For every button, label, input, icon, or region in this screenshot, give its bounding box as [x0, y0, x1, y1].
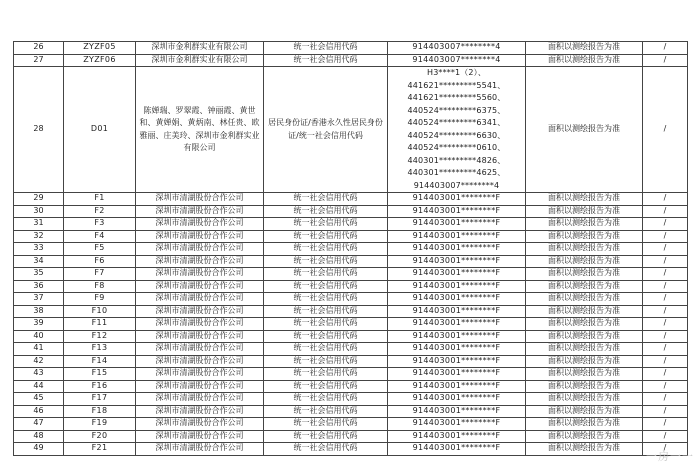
- owner-name-cell: 深圳市清湖股份合作公司: [136, 343, 264, 356]
- parcel-code-cell: F13: [64, 343, 136, 356]
- table-row: [14, 280, 688, 293]
- id-number-cell: 914403001********F: [388, 380, 526, 393]
- remark-cell: /: [643, 405, 688, 418]
- parcel-code-cell: F3: [64, 218, 136, 231]
- table-row: [14, 443, 688, 456]
- remark-cell: /: [643, 330, 688, 343]
- area-note-cell: 面积以测绘报告为准: [526, 54, 643, 67]
- watermark-logo: 一房一一: [646, 450, 694, 463]
- table-row: [14, 405, 688, 418]
- owner-name-cell: 深圳市金利群实业有限公司: [136, 54, 264, 67]
- remark-cell: /: [643, 268, 688, 281]
- parcel-code-cell: F4: [64, 230, 136, 243]
- area-note-cell: 面积以测绘报告为准: [526, 368, 643, 381]
- id-number-line: 440301*********4826、: [407, 155, 506, 165]
- row-number-cell: 34: [14, 255, 64, 268]
- parcel-code-cell: F18: [64, 405, 136, 418]
- row-number-cell: 38: [14, 305, 64, 318]
- area-note-cell: 面积以测绘报告为准: [526, 355, 643, 368]
- id-type-cell: 统一社会信用代码: [264, 368, 388, 381]
- id-number-line: 440524*********6341、: [407, 118, 506, 127]
- remark-cell: /: [643, 230, 688, 243]
- id-type-cell: 统一社会信用代码: [264, 305, 388, 318]
- id-type-cell: 统一社会信用代码: [264, 193, 388, 206]
- area-note-cell: 面积以测绘报告为准: [526, 393, 643, 406]
- parcel-code-cell: F14: [64, 355, 136, 368]
- table-row: [14, 318, 688, 331]
- table-row: [14, 305, 688, 318]
- row-number-cell: 44: [14, 380, 64, 393]
- table-row: [14, 293, 688, 306]
- owner-name-cell: 深圳市清湖股份合作公司: [136, 318, 264, 331]
- parcel-code-cell: ZYZF06: [64, 54, 136, 67]
- owner-name-cell: 深圳市清湖股份合作公司: [136, 255, 264, 268]
- remark-cell: /: [643, 430, 688, 443]
- area-note-cell: 面积以测绘报告为准: [526, 268, 643, 281]
- table-row: [14, 430, 688, 443]
- table-row: [14, 330, 688, 343]
- owner-name-cell: 深圳市清湖股份合作公司: [136, 430, 264, 443]
- owner-name-cell: 深圳市清湖股份合作公司: [136, 443, 264, 456]
- parcel-code-cell: D01: [64, 67, 136, 193]
- remark-cell: /: [643, 243, 688, 256]
- id-number-cell: 914403001********F: [388, 230, 526, 243]
- remark-cell: /: [643, 42, 688, 55]
- remark-cell: /: [643, 368, 688, 381]
- owner-name-cell: 深圳市清湖股份合作公司: [136, 218, 264, 231]
- row-number-cell: 48: [14, 430, 64, 443]
- parcel-code-cell: F8: [64, 280, 136, 293]
- id-number-cell: 914403001********F: [388, 443, 526, 456]
- id-number-cell: 914403001********F: [388, 405, 526, 418]
- row-number-cell: 41: [14, 343, 64, 356]
- table-row: [14, 380, 688, 393]
- remark-cell: /: [643, 280, 688, 293]
- parcel-code-cell: ZYZF05: [64, 42, 136, 55]
- table-row: [14, 255, 688, 268]
- id-number-cell: [388, 67, 526, 193]
- remark-cell: /: [643, 67, 688, 193]
- id-number-cell: 914403001********F: [388, 430, 526, 443]
- area-note-cell: 面积以测绘报告为准: [526, 380, 643, 393]
- parcel-code-cell: F6: [64, 255, 136, 268]
- id-type-cell: 居民身份证/香港永久性居民身份证/统一社会信用代码: [264, 67, 388, 193]
- owner-table: [13, 41, 688, 456]
- area-note-cell: 面积以测绘报告为准: [526, 42, 643, 55]
- row-number-cell: 36: [14, 280, 64, 293]
- id-type-cell: 统一社会信用代码: [264, 230, 388, 243]
- table-row: [14, 193, 688, 206]
- area-note-cell: 面积以测绘报告为准: [526, 218, 643, 231]
- id-type-cell: 统一社会信用代码: [264, 318, 388, 331]
- parcel-code-cell: F9: [64, 293, 136, 306]
- area-note-cell: 面积以测绘报告为准: [526, 293, 643, 306]
- table-row: [14, 42, 688, 55]
- remark-cell: /: [643, 54, 688, 67]
- table-row: [14, 218, 688, 231]
- area-note-cell: 面积以测绘报告为准: [526, 193, 643, 206]
- id-type-cell: 统一社会信用代码: [264, 330, 388, 343]
- id-number-line: 440524*********0610、: [407, 143, 506, 152]
- id-number-cell: 914403001********F: [388, 243, 526, 256]
- id-number-cell: 914403001********F: [388, 205, 526, 218]
- remark-cell: /: [643, 293, 688, 306]
- owner-name-cell: 深圳市清湖股份合作公司: [136, 230, 264, 243]
- table-row: [14, 230, 688, 243]
- row-number-cell: 42: [14, 355, 64, 368]
- id-number-line: 440524*********6630、: [407, 130, 506, 140]
- id-number-line: 440301*********4625、: [407, 168, 506, 177]
- row-number-cell: 27: [14, 54, 64, 67]
- id-number-cell: 914403001********F: [388, 318, 526, 331]
- id-number-cell: 914403001********F: [388, 268, 526, 281]
- remark-cell: /: [643, 393, 688, 406]
- id-number-line: 441621*********5560、: [407, 93, 506, 102]
- row-number-cell: 26: [14, 42, 64, 55]
- parcel-code-cell: F12: [64, 330, 136, 343]
- remark-cell: /: [643, 205, 688, 218]
- parcel-code-cell: F21: [64, 443, 136, 456]
- parcel-code-cell: F16: [64, 380, 136, 393]
- id-number-line: 440524*********6375、: [407, 105, 506, 115]
- id-type-cell: 统一社会信用代码: [264, 343, 388, 356]
- parcel-code-cell: F20: [64, 430, 136, 443]
- table-row: [14, 343, 688, 356]
- id-number-line: 441621*********5541、: [407, 80, 506, 90]
- owner-name-cell: 深圳市清湖股份合作公司: [136, 293, 264, 306]
- id-type-cell: 统一社会信用代码: [264, 443, 388, 456]
- table-row: [14, 268, 688, 281]
- id-type-cell: 统一社会信用代码: [264, 255, 388, 268]
- table-row: [14, 54, 688, 67]
- remark-cell: /: [643, 193, 688, 206]
- owner-name-cell: 深圳市清湖股份合作公司: [136, 268, 264, 281]
- area-note-cell: 面积以测绘报告为准: [526, 430, 643, 443]
- owner-name-cell: 深圳市清湖股份合作公司: [136, 368, 264, 381]
- id-type-cell: 统一社会信用代码: [264, 393, 388, 406]
- id-number-cell: 914403001********F: [388, 418, 526, 431]
- area-note-cell: 面积以测绘报告为准: [526, 67, 643, 193]
- row-number-cell: 47: [14, 418, 64, 431]
- area-note-cell: 面积以测绘报告为准: [526, 343, 643, 356]
- id-number-cell: 914403007********4: [388, 42, 526, 55]
- area-note-cell: 面积以测绘报告为准: [526, 255, 643, 268]
- id-number-line: H3****1（2）、: [427, 68, 486, 77]
- parcel-code-cell: F17: [64, 393, 136, 406]
- parcel-code-cell: F10: [64, 305, 136, 318]
- remark-cell: /: [643, 355, 688, 368]
- parcel-code-cell: F7: [64, 268, 136, 281]
- table-row: [14, 368, 688, 381]
- id-number-cell: 914403001********F: [388, 218, 526, 231]
- id-type-cell: 统一社会信用代码: [264, 430, 388, 443]
- parcel-code-cell: F11: [64, 318, 136, 331]
- id-number-cell: 914403001********F: [388, 193, 526, 206]
- row-number-cell: 39: [14, 318, 64, 331]
- table-row: [14, 205, 688, 218]
- table-row: [14, 418, 688, 431]
- row-number-cell: 49: [14, 443, 64, 456]
- area-note-cell: 面积以测绘报告为准: [526, 280, 643, 293]
- id-type-cell: 统一社会信用代码: [264, 293, 388, 306]
- id-type-cell: 统一社会信用代码: [264, 54, 388, 67]
- table-row: [14, 355, 688, 368]
- id-number-cell: 914403001********F: [388, 368, 526, 381]
- row-number-cell: 32: [14, 230, 64, 243]
- parcel-code-cell: F2: [64, 205, 136, 218]
- area-note-cell: 面积以测绘报告为准: [526, 243, 643, 256]
- area-note-cell: 面积以测绘报告为准: [526, 405, 643, 418]
- id-number-cell: 914403001********F: [388, 305, 526, 318]
- id-number-cell: 914403001********F: [388, 280, 526, 293]
- table-body: [14, 42, 688, 456]
- row-number-cell: 29: [14, 193, 64, 206]
- owner-name-cell: 深圳市清湖股份合作公司: [136, 280, 264, 293]
- id-number-cell: 914403001********F: [388, 330, 526, 343]
- owner-name-cell: 陈婵瑞、罗翠霞、钟丽霞、黄世和、黄婵娟、黄炳南、林任贵、欧雅丽、庄美玲、深圳市金利群实业有限公司: [136, 67, 264, 193]
- row-number-cell: 28: [14, 67, 64, 193]
- area-note-cell: 面积以测绘报告为准: [526, 318, 643, 331]
- owner-name-cell: 深圳市清湖股份合作公司: [136, 380, 264, 393]
- remark-cell: /: [643, 318, 688, 331]
- table-row: [14, 67, 688, 193]
- owner-name-cell: 深圳市清湖股份合作公司: [136, 205, 264, 218]
- id-type-cell: 统一社会信用代码: [264, 418, 388, 431]
- area-note-cell: 面积以测绘报告为准: [526, 305, 643, 318]
- owner-name-cell: 深圳市清湖股份合作公司: [136, 330, 264, 343]
- row-number-cell: 46: [14, 405, 64, 418]
- id-number-cell: 914403001********F: [388, 393, 526, 406]
- id-number-cell: 914403001********F: [388, 355, 526, 368]
- row-number-cell: 33: [14, 243, 64, 256]
- table-row: [14, 243, 688, 256]
- area-note-cell: 面积以测绘报告为准: [526, 330, 643, 343]
- id-type-cell: 统一社会信用代码: [264, 218, 388, 231]
- remark-cell: /: [643, 418, 688, 431]
- row-number-cell: 40: [14, 330, 64, 343]
- remark-cell: /: [643, 443, 688, 456]
- id-number-line: 914403007********4: [413, 180, 500, 190]
- id-number-cell: 914403001********F: [388, 293, 526, 306]
- owner-name-cell: 深圳市清湖股份合作公司: [136, 405, 264, 418]
- remark-cell: /: [643, 218, 688, 231]
- id-type-cell: 统一社会信用代码: [264, 280, 388, 293]
- id-number-cell: 914403001********F: [388, 255, 526, 268]
- owner-name-cell: 深圳市金利群实业有限公司: [136, 42, 264, 55]
- parcel-code-cell: F1: [64, 193, 136, 206]
- row-number-cell: 45: [14, 393, 64, 406]
- area-note-cell: 面积以测绘报告为准: [526, 205, 643, 218]
- row-number-cell: 35: [14, 268, 64, 281]
- owner-name-cell: 深圳市清湖股份合作公司: [136, 243, 264, 256]
- id-type-cell: 统一社会信用代码: [264, 380, 388, 393]
- table-row: [14, 393, 688, 406]
- id-number-cell: 914403007********4: [388, 54, 526, 67]
- parcel-code-cell: F15: [64, 368, 136, 381]
- id-type-cell: 统一社会信用代码: [264, 268, 388, 281]
- parcel-code-cell: F5: [64, 243, 136, 256]
- remark-cell: /: [643, 380, 688, 393]
- id-type-cell: 统一社会信用代码: [264, 205, 388, 218]
- owner-name-cell: 深圳市清湖股份合作公司: [136, 418, 264, 431]
- id-type-cell: 统一社会信用代码: [264, 243, 388, 256]
- owner-name-cell: 深圳市清湖股份合作公司: [136, 355, 264, 368]
- owner-name-cell: 深圳市清湖股份合作公司: [136, 193, 264, 206]
- id-type-cell: 统一社会信用代码: [264, 405, 388, 418]
- area-note-cell: 面积以测绘报告为准: [526, 418, 643, 431]
- id-number-cell: 914403001********F: [388, 343, 526, 356]
- owner-name-cell: 深圳市清湖股份合作公司: [136, 305, 264, 318]
- id-type-cell: 统一社会信用代码: [264, 42, 388, 55]
- area-note-cell: 面积以测绘报告为准: [526, 443, 643, 456]
- owner-name-cell: 深圳市清湖股份合作公司: [136, 393, 264, 406]
- row-number-cell: 43: [14, 368, 64, 381]
- parcel-code-cell: F19: [64, 418, 136, 431]
- area-note-cell: 面积以测绘报告为准: [526, 230, 643, 243]
- remark-cell: /: [643, 255, 688, 268]
- row-number-cell: 30: [14, 205, 64, 218]
- remark-cell: /: [643, 305, 688, 318]
- id-type-cell: 统一社会信用代码: [264, 355, 388, 368]
- row-number-cell: 37: [14, 293, 64, 306]
- remark-cell: /: [643, 343, 688, 356]
- row-number-cell: 31: [14, 218, 64, 231]
- owner-table-sheet: [13, 41, 688, 456]
